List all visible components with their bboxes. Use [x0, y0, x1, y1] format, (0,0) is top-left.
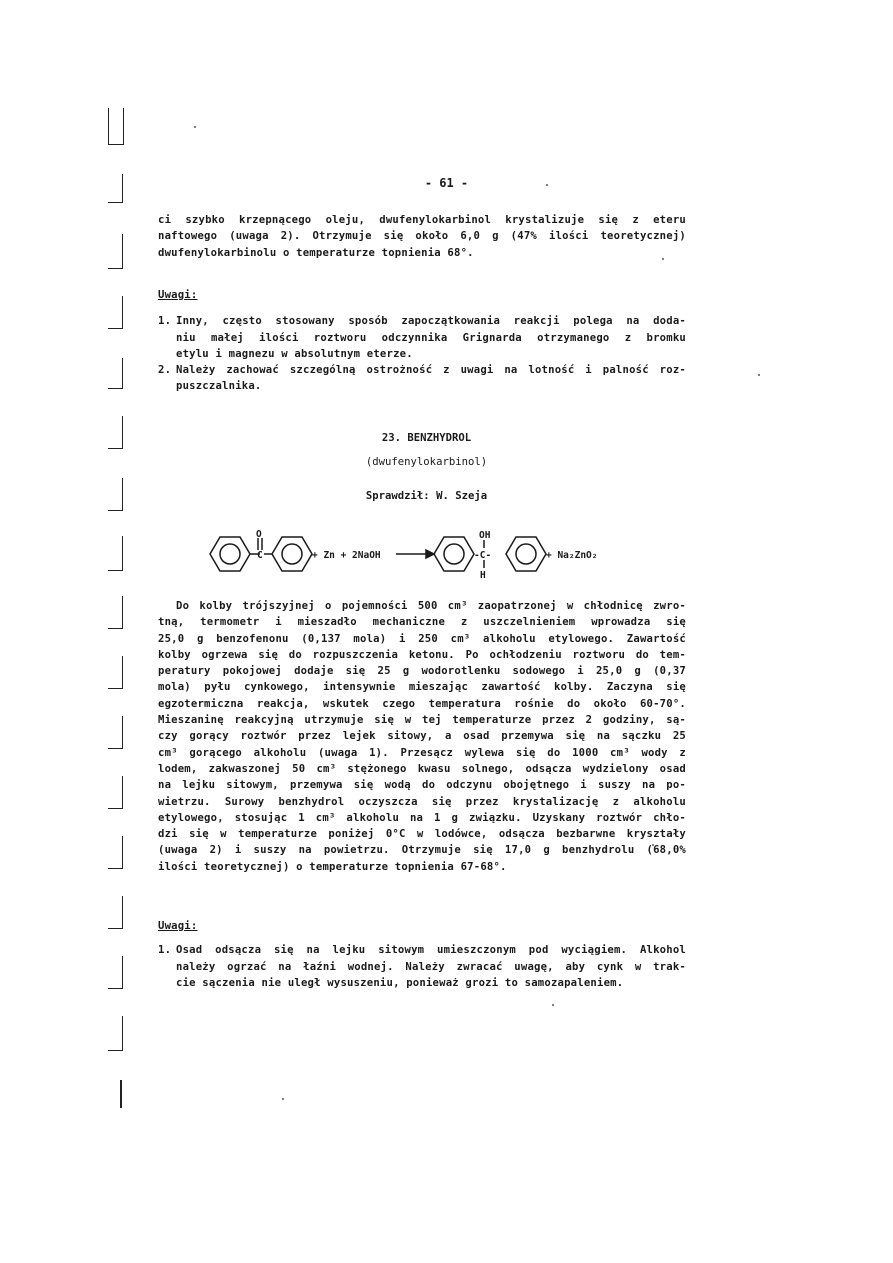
binding-mark — [108, 896, 123, 929]
text-line: Osad odsącza się na lejku sitowym umieszczonym pod wyciągiem. Alkohol — [176, 944, 686, 957]
arrow-head — [426, 550, 434, 558]
text-line: Inny, często stosowany sposób zapoczątkowania reakcji polega na doda- — [176, 315, 686, 328]
note-item — [158, 362, 686, 395]
text-line: cie sączenia nie uległ wysuszeniu, ponieważ grozi to samozapaleniem. — [176, 976, 624, 989]
text-line: ci szybko krzepnącego oleju, dwufenylokarbinol krystalizuje się z eteru — [158, 214, 686, 226]
scan-speck — [552, 1004, 554, 1006]
scan-speck — [282, 1098, 284, 1100]
binding-mark — [108, 358, 123, 389]
binding-mark — [108, 776, 123, 809]
binding-mark — [108, 108, 124, 145]
checked-by: Sprawdził: W. Szeja — [365, 490, 488, 502]
notes-section-1 — [158, 287, 686, 395]
scan-speck — [194, 126, 196, 128]
benzene-ring — [434, 537, 474, 571]
text-line: peratury pokojowej dodaje się 25 g wodorotlenku sodowego i 25,0 g (0,37 — [158, 665, 686, 678]
text-line: ilości teoretycznej) o temperaturze topnienia 67-68°. — [158, 860, 507, 873]
text-line: tną, termometr i mieszadło mechaniczne z uszczelnieniem wprowadza się — [158, 616, 686, 629]
text-line: 25,0 g benzofenonu (0,137 mola) i 250 cm³ alkoholu etylowego. Zawartość — [158, 632, 686, 645]
text-line: etylu i magnezu w absolutnym eterze. — [176, 347, 413, 360]
carbonyl-carbon: C — [257, 550, 263, 561]
section-title: 23. BENZHYDROL — [381, 432, 472, 444]
procedure-paragraph — [158, 598, 686, 875]
scan-speck — [758, 374, 760, 376]
text-line: na lejku sitowym, przemywa się wodą do odczynu obojętnego i suszy na po- — [158, 779, 686, 792]
text-line: dwufenylokarbinolu o temperaturze topnienia 68°. — [158, 246, 474, 259]
carbonyl-oxygen: O — [256, 529, 262, 540]
binding-mark — [108, 836, 123, 869]
text-line: (uwaga 2) i suszy na powietrzu. Otrzymuje się 17,0 g benzhydrolu (68,0% — [158, 844, 686, 857]
reaction-scheme — [200, 528, 640, 580]
text-line: należy ogrzać na łaźni wodnej. Należy zwracać uwagę, aby cynk w trak- — [176, 960, 686, 973]
benzene-ring — [210, 537, 250, 571]
binding-mark — [108, 234, 123, 269]
text-line: wietrzu. Surowy benzhydrol oczyszcza się przez krystalizację z alkoholu — [158, 795, 686, 808]
text-line: puszczalnika. — [176, 380, 262, 393]
text-line: lodem, zakwaszonej 50 cm³ stężonego kwasu solnego, odsącza wydzielony osad — [158, 762, 686, 775]
hydrogen-label: H — [480, 570, 486, 580]
aromatic-circle — [516, 544, 536, 564]
paragraph-continuation — [158, 212, 686, 261]
section-subtitle: (dwufenylokarbinol) — [365, 456, 488, 468]
text-line: Do kolby trójszyjnej o pojemności 500 cm³ zaopatrzonej w chłodnicę zwro- — [176, 600, 686, 612]
text-line: mola) pyłu cynkowego, intensywnie mieszając zawartość kolby. Zaczyna się — [158, 681, 686, 694]
binding-mark — [108, 296, 123, 329]
aromatic-circle — [220, 544, 240, 564]
text-line: dzi się w temperaturze poniżej 0°C w lodówce, odsącza bezbarwne kryształy — [158, 828, 686, 841]
note-number: 1. — [158, 944, 172, 957]
notes-heading: Uwagi: — [158, 920, 198, 932]
text-line: etylowego, stosując 1 cm³ alkoholu na 1 g związku. Uzyskany roztwór chło- — [158, 811, 686, 824]
binding-mark — [108, 716, 123, 749]
text-line: naftowego (uwaga 2). Otrzymuje się około 6,0 g (47% ilości teoretycznej) — [158, 230, 686, 243]
binding-mark — [108, 536, 123, 571]
text-line: egzotermiczna reakcja, wskutek czego temperatura rośnie do około 60-70°. — [158, 697, 686, 710]
text-line: kolby ogrzewa się do rozpuszczenia ketonu. Po ochłodzeniu roztworu do tem- — [158, 648, 686, 661]
note-item — [158, 942, 686, 991]
note-item — [158, 313, 686, 362]
binding-mark — [108, 656, 123, 689]
binding-mark — [120, 1080, 122, 1108]
text-line: Należy zachować szczególną ostrożność z uwagi na lotność i palność roz- — [176, 364, 686, 377]
byproduct-label: + Na₂ZnO₂ — [546, 550, 598, 561]
binding-mark — [108, 1016, 123, 1051]
notes-section-2 — [158, 918, 686, 991]
benzene-ring — [506, 537, 546, 571]
benzene-ring — [272, 537, 312, 571]
text-line: cm³ gorącego alkoholu (uwaga 1). Przesącz wylewa się do 1000 cm³ wody z — [158, 746, 686, 759]
text-line: czy gorący roztwór przez lejek sitowy, a osad przemywa się na sączku 25 — [158, 730, 686, 743]
page-number: - 61 - — [424, 176, 469, 190]
binding-mark — [108, 956, 123, 989]
aromatic-circle — [282, 544, 302, 564]
binding-marks — [108, 100, 138, 1110]
text-line: niu małej ilości roztworu odczynnika Grignarda otrzymanego z bromku — [176, 331, 686, 344]
note-number: 1. — [158, 315, 172, 328]
binding-mark — [108, 596, 123, 629]
hydroxyl-label: OH — [479, 530, 491, 541]
notes-heading: Uwagi: — [158, 289, 198, 301]
reagents-label: + Zn + 2NaOH — [312, 550, 381, 561]
carbinol-group: -C- — [474, 550, 492, 561]
aromatic-circle — [444, 544, 464, 564]
note-number: 2. — [158, 364, 172, 377]
text-line: Mieszaninę reakcyjną utrzymuje się w tej temperaturze przez 2 godziny, są- — [158, 714, 686, 727]
